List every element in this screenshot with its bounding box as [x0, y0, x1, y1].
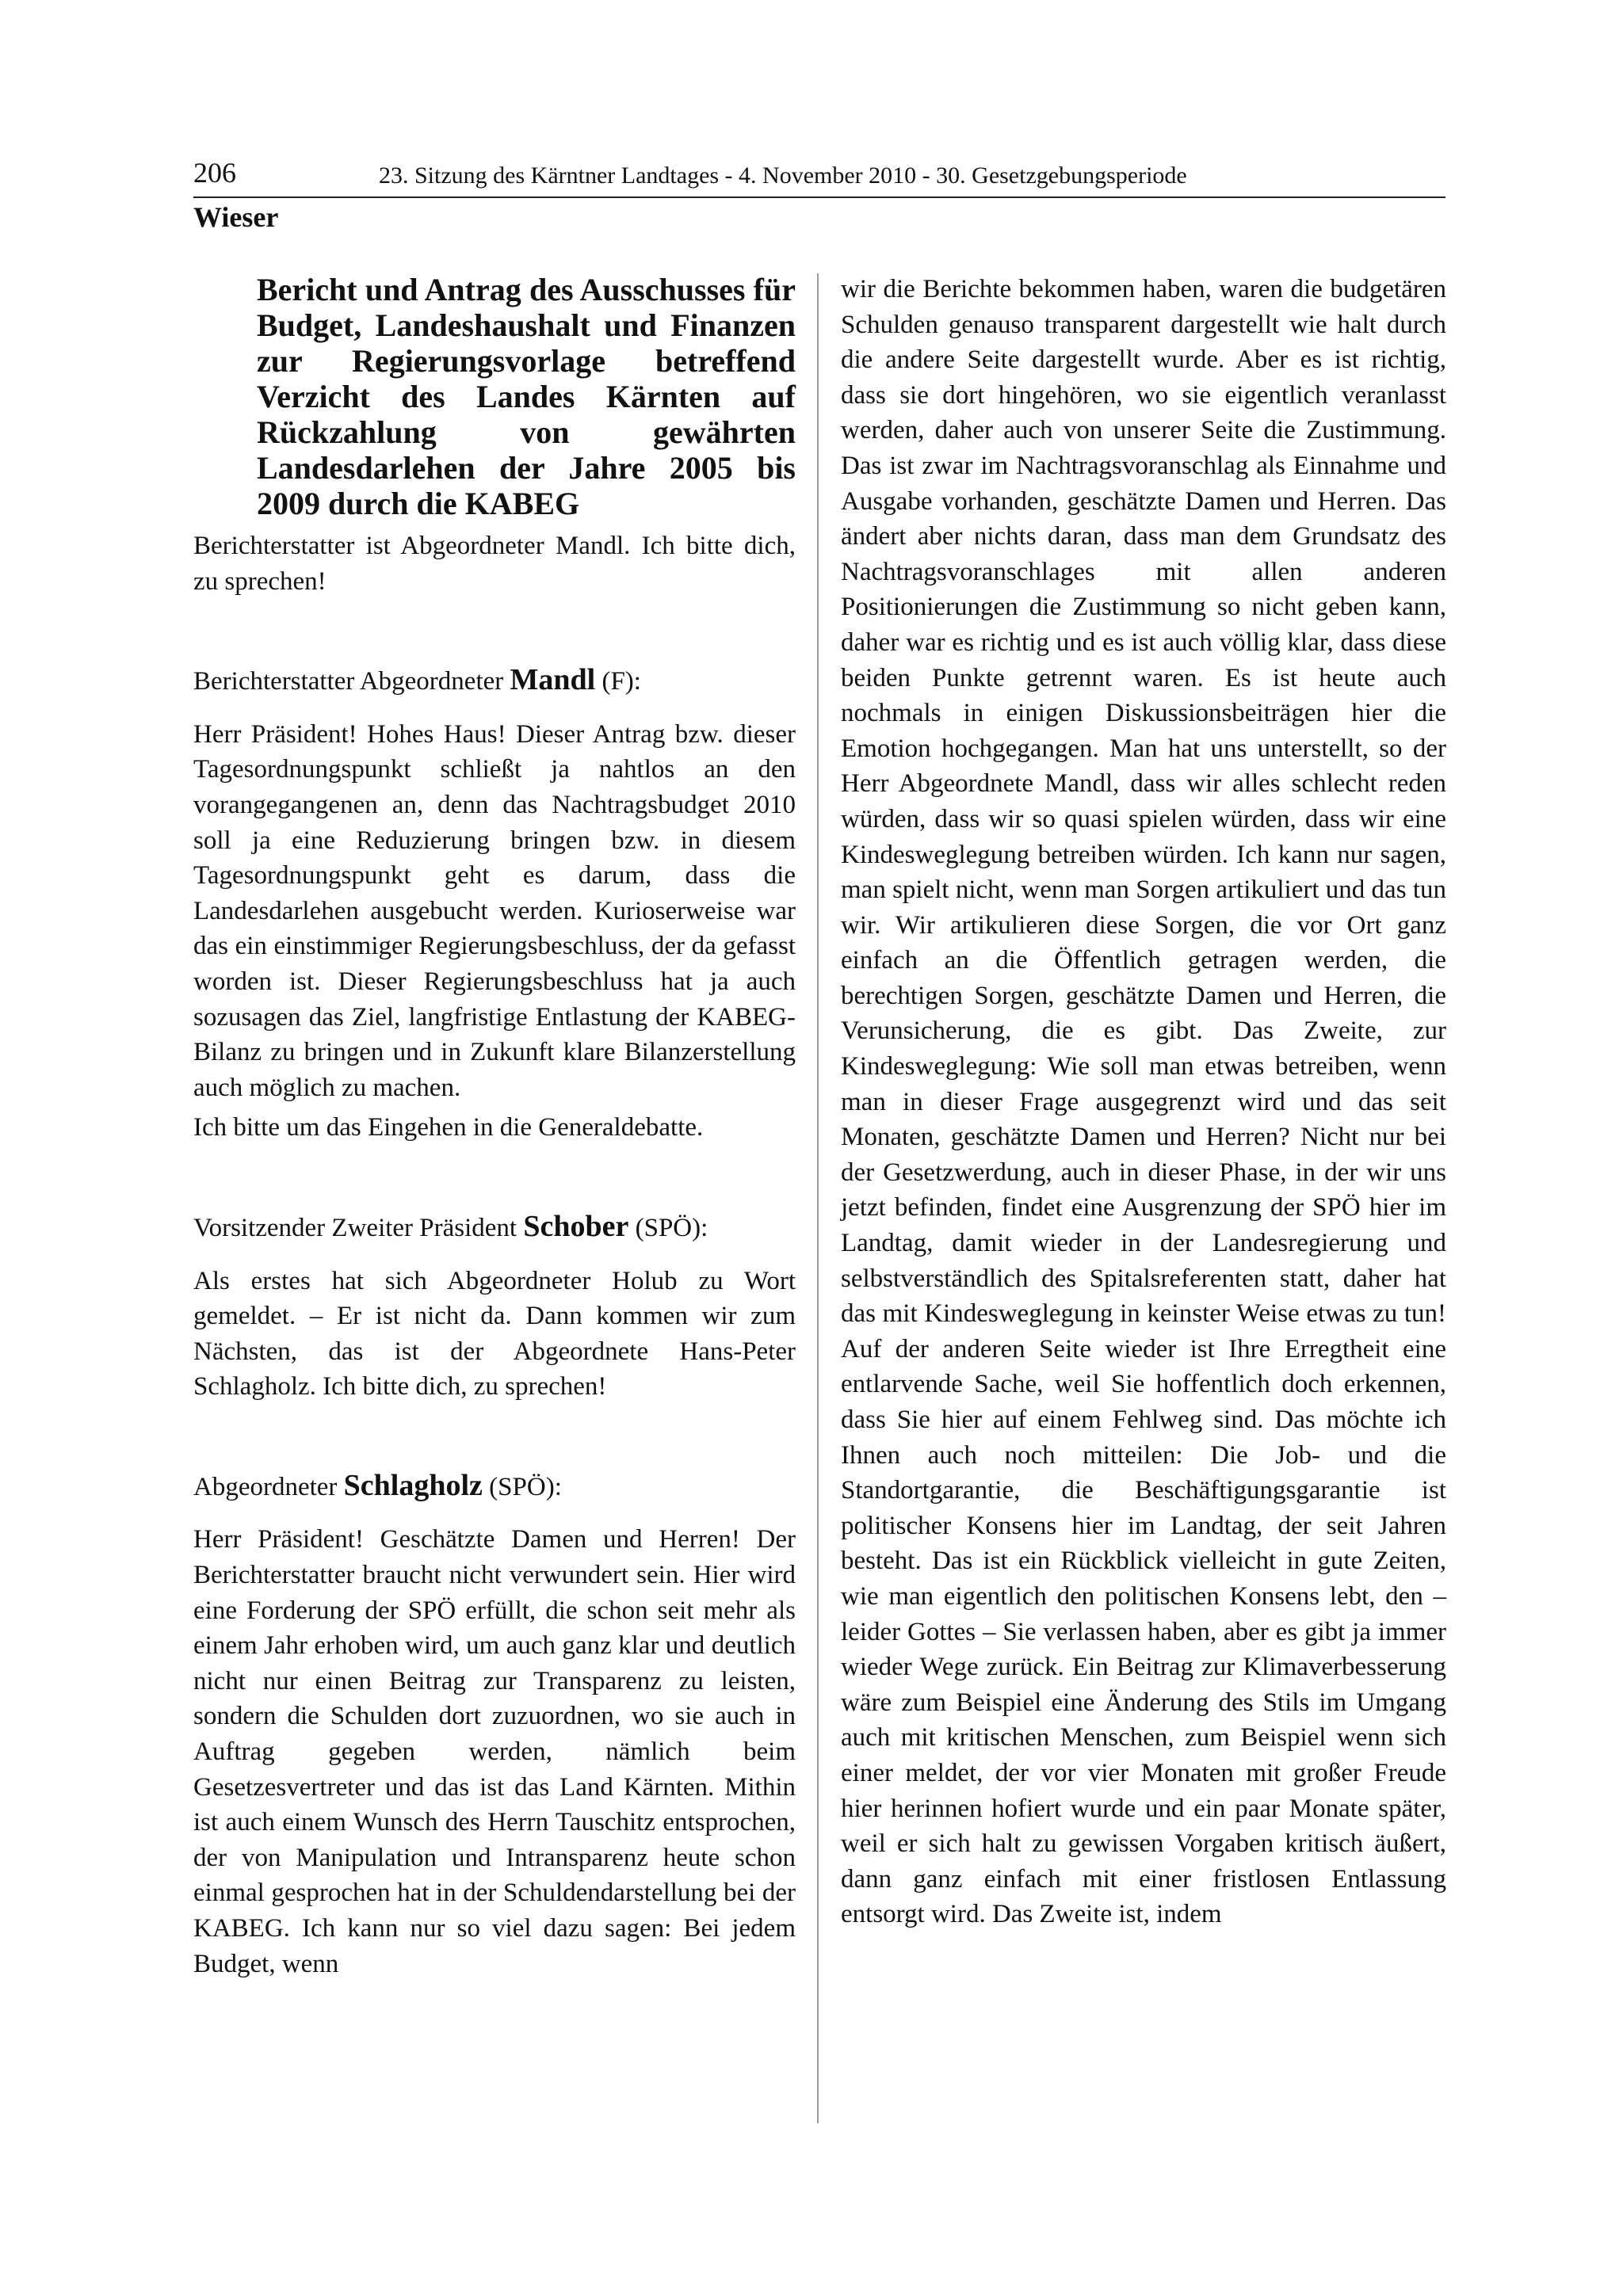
speaker-prefix: Abgeordneter [193, 1472, 338, 1501]
speech-paragraph: Ich bitte um das Eingehen in die Generaldebatte. [193, 1113, 704, 1142]
column-rule [817, 273, 819, 2123]
speaker-name: Mandl [510, 663, 596, 697]
speaker-line-schlagholz [193, 1468, 796, 1505]
speaker-prefix: Vorsitzender Zweiter Präsident [193, 1213, 517, 1242]
speaker-party: (SPÖ): [489, 1472, 562, 1501]
intro-paragraph: Berichterstatter ist Abgeordneter Mandl. Ich bitte dich, zu sprechen! [193, 532, 796, 596]
left-column [193, 272, 796, 1981]
speaker-party: (SPÖ): [635, 1213, 708, 1242]
speech-paragraph: Herr Präsident! Hohes Haus! Dieser Antrag bzw. dieser Tagesordnungspunkt schließt ja nahtlos an den vorangegangenen an, denn das Nachtragsbudget 2010 soll ja eine Reduzierung bringen bzw. in diesem Tagesordnungspunkt geht es darum, dass die Landesdarlehen ausgebucht werden. Kurioserweise war das ein einstimmiger Regierungsbeschluss, der da gefasst worden ist. Dieser Regierungsbeschluss hat ja auch sozusagen das Ziel, langfristige Entlastung der KABEG-Bilanz zu bringen und in Zukunft klare Bilanzerstellung auch möglich zu machen. [193, 719, 796, 1102]
speech-paragraph: Als erstes hat sich Abgeordneter Holub zu Wort gemeldet. – Er ist nicht da. Dann kommen wir zum Nächsten, das ist der Abgeordnete Hans-Peter Schlagholz. Ich bitte dich, zu sprechen! [193, 1266, 796, 1402]
speaker-party: (F): [601, 667, 641, 696]
speaker-name: Schlagholz [343, 1468, 483, 1502]
header-rule [193, 196, 1445, 198]
right-column [841, 272, 1446, 1932]
speaker-line-mandl [193, 662, 796, 700]
running-head: 23. Sitzung des Kärntner Landtages - 4. November 2010 - 30. Gesetzgebungsperiode [379, 162, 1187, 189]
speaker-prefix: Berichterstatter Abgeordneter [193, 667, 504, 696]
agenda-title: Bericht und Antrag des Ausschusses für Budget, Landeshaushalt und Finanzen zur Regierungsvorlage betreffend Verzicht des Landes Kärnten auf Rückzahlung von gewährten Landesdarlehen der Jahre 2005 bis 2009 durch die KABEG [257, 272, 796, 521]
speech-continuation: wir die Berichte bekommen haben, waren die budgetären Schulden genauso transparent dargestellt wie halt durch die andere Seite dargestellt wurde. Aber es ist richtig, dass sie dort hingehören, wo sie eigentlich veranlasst werden, daher auch von unserer Seite die Zustimmung. Das ist zwar im Nachtragsvoranschlag als Einnahme und Ausgabe vorhanden, geschätzte Damen und Herren. Das ändert aber nichts daran, dass man dem Grundsatz des Nachtragsvoranschlages mit allen anderen Positionierungen die Zustimmung so nicht geben kann, daher war es richtig und es ist auch völlig klar, dass diese beiden Punkte getrennt waren. Es ist heute auch nochmals in einigen Diskussionsbeiträgen hier die Emotion hochgegangen. Man hat uns unterstellt, so der Herr Abgeordnete Mandl, dass wir alles schlecht reden würden, dass wir so quasi spielen würden, dass wir eine Kindesweglegung betreiben würden. Ich kann nur sagen, man spielt nicht, wenn man Sorgen artikuliert und das tun wir. Wir artikulieren diese Sorgen, die vor Ort ganz einfach an die Öffentlich getragen werden, die berechtigen Sorgen, geschätzte Damen und Herren, die Verunsicherung, die es gibt. Das Zweite, zur Kindesweglegung: Wie soll man etwas betreiben, wenn man in dieser Frage ausgegrenzt wird und das seit Monaten, geschätzte Damen und Herren? Nicht nur bei der Gesetzwerdung, auch in dieser Phase, in der wir uns jetzt befinden, findet eine Ausgrenzung der SPÖ hier im Landtag, damit wieder in der Landesregierung und selbstverständlich des Spitalsreferenten statt, daher hat das mit Kindesweglegung in keinster Weise etwas zu tun! Auf der anderen Seite wieder ist Ihre Erregtheit eine entlarvende Sache, weil Sie hoffentlich doch erkennen, dass Sie hier auf einem Fehlweg sind. Das möchte ich Ihnen auch noch mitteilen: Die Job- und die Standortgarantie, die Beschäftigungsgarantie ist politischer Konsens hier im Landtag, der seit Jahren besteht. Das ist ein Rückblick vielleicht in gute Zeiten, wie man eigentlich den politischen Konsens lebt, den – leider Gottes – Sie verlassen haben, aber es gibt ja immer wieder Wege zurück. Ein Beitrag zur Klimaverbesserung wäre zum Beispiel eine Änderung des Stils im Umgang auch mit kritischen Menschen, zum Beispiel wenn sich einer meldet, der vor vier Monaten mit großer Freude hier herinnen hofiert wurde und ein paar Monate später, weil er sich halt zu gewissen Vorgaben kritisch äußert, dann ganz einfach mit einer fristlosen Entlassung entsorgt wird. Das Zweite ist, indem [841, 275, 1446, 1929]
speaker-line-schober [193, 1209, 796, 1246]
speaker-name: Schober [523, 1209, 629, 1243]
page-number: 206 [193, 157, 236, 189]
speech-paragraph: Herr Präsident! Geschätzte Damen und Herren! Der Berichterstatter braucht nicht verwundert sein. Hier wird eine Forderung der SPÖ erfüllt, die schon seit mehr als einem Jahr erhoben wird, um auch ganz klar und deutlich nicht nur einen Beitrag zur Transparenz zu leisten, sondern die Schulden dort zuzuordnen, wo sie auch in Auftrag gegeben werden, nämlich beim Gesetzesvertreter und das ist das Land Kärnten. Mithin ist auch einem Wunsch des Herrn Tauschitz entsprochen, der von Manipulation und Intransparenz heute schon einmal gesprochen hat in der Schuldendarstellung bei der KABEG. Ich kann nur so viel dazu sagen: Bei jedem Budget, wenn [193, 1525, 796, 1978]
speaker-tag: Wieser [193, 201, 279, 233]
